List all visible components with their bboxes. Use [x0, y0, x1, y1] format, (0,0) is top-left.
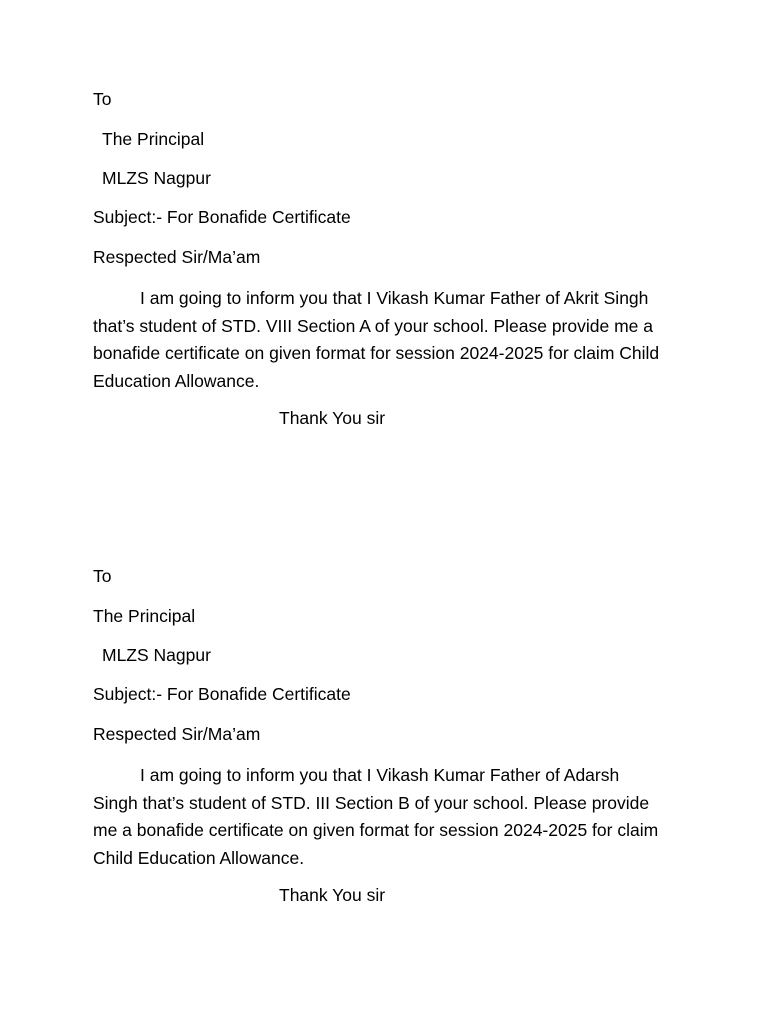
letter-to-line: To [93, 566, 112, 586]
letter-subject: Subject:- For Bonafide Certificate [93, 684, 351, 704]
letter-body: I am going to inform you that I Vikash Kumar Father of Adarsh Singh that’s student of STD. III Section B of your school. Please provide me a bonafide certificate on given format for session 2024-2025 for claim Child Education Allowance. [93, 765, 659, 868]
letter-school: MLZS Nagpur [102, 645, 211, 665]
letter-closing: Thank You sir [279, 885, 386, 905]
letter-addressee: The Principal [102, 129, 205, 149]
letter-subject: Subject:- For Bonafide Certificate [93, 207, 351, 227]
letter-closing: Thank You sir [279, 408, 386, 428]
letter-body: I am going to inform you that I Vikash Kumar Father of Akrit Singh that’s student of STD. VIII Section A of your school. Please provide me a bonafide certificate on given format for session 2024-2025 for claim Child Education Allowance. [93, 288, 660, 391]
letter-school: MLZS Nagpur [102, 168, 211, 188]
letter-salutation: Respected Sir/Ma’am [93, 247, 261, 267]
letter-salutation: Respected Sir/Ma’am [93, 724, 261, 744]
letter-to-line: To [93, 89, 112, 109]
letter-addressee: The Principal [93, 606, 196, 626]
